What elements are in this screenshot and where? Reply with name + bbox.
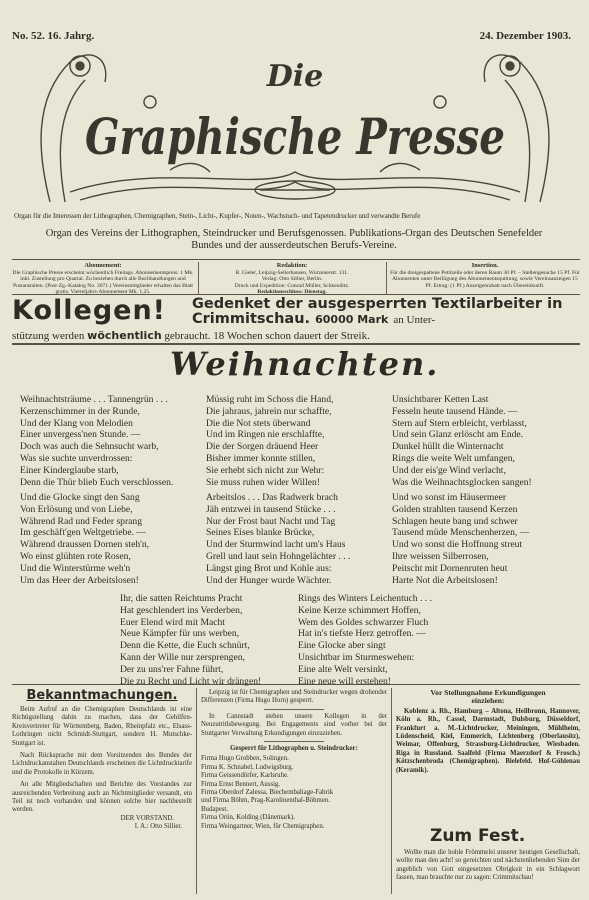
- poem-line: Und wo sonst im Häusermeer: [392, 492, 507, 503]
- appeal-gedenket-text: Gedenket der ausgesperrten Textilarbeiter in Crimmitschau.: [192, 296, 563, 327]
- appeal-rest-1: an Unter-: [393, 314, 436, 326]
- poem-line: Einer Kinderglaube starb,: [20, 464, 119, 476]
- poem-line: Eine alte Welt versinkt,: [298, 663, 388, 675]
- appeal-line2-c: gebraucht. 18 Wochen schon dauert der Streik.: [164, 330, 370, 342]
- bekannt-sign-1: DER VORSTAND.: [120, 814, 174, 822]
- poem-line: Nur der Frost baut Nacht und Tag: [206, 515, 336, 527]
- right-city-list: Koblenz a. Rh., Hamburg – Altona, Heilbronn, Hannover, Köln a. Rh., Cassel, Darmstadt, Dulsburg, Düsseldorf, Frankfurt a. M.-Lichtdrucker, Meiningen, Mühlheim, Lüdenscheid, Kiel, Emmerich, Lichtenberg (Oberlausitz), Weimar, Offenburg, Strassburg-Lichtdrucker, Wiesbaden. Riga in Russland. Saalfeld (Firma Maerzdorf & Frosch.) Kötzschenbroda (Chemigraphen). Bielefeld. Hof-Göhlenau (Keramik).: [396, 707, 580, 774]
- red-text-2: Verlag: Otto Sillier, Berlin.: [261, 276, 323, 283]
- poem-col4: [120, 593, 261, 687]
- poem-line: Die jahraus, jahrein nur schaffte,: [206, 405, 332, 417]
- bekannt-p1: Beim Aufruf an die Chemigraphen Deutschlands ist eine Richtigstellung dahin zu machen, dass der Gehilfen-Kreisvertreter für Württemberg, Baden, Rheinpfalz etc., Elsass-Lothringen nicht Schmidt-Stuttgart, sondern H. Mutschke-Stuttgart ist.: [12, 706, 192, 747]
- poem-line: Und sein Glanz erlöscht am Ende.: [392, 429, 524, 441]
- bekannt-p2: Nach Rücksprache mit dem Vorsitzenden des Bundes der Lichtdruckanstalten Deutschlands erscheinen die Lichtdrucktarife und die Protokolle in Kürzem.: [12, 752, 192, 776]
- poem-line: Tausend müde Menschenherzen, —: [392, 527, 530, 539]
- red-text-1: R. Gieler, Leipzig-Sellerhausen, Wurzenerstr. 131.: [235, 269, 349, 276]
- poem-line: Denn die Thür blieb Euch verschlossen.: [20, 476, 174, 488]
- poem-line: Hat in's tiefste Herz getroffen. —: [298, 628, 426, 640]
- poem-col1-stanza2: [20, 492, 149, 586]
- firm-item: Firma Geissendörfer, Karlsruhe.: [201, 772, 289, 780]
- poem-line: Weihnachtsträume . . . Tannengrün . . .: [20, 394, 168, 405]
- poem-line: Eine neue will erstehen!: [298, 675, 391, 687]
- poem-line: Ihr, die satten Reichtums Pracht: [120, 593, 243, 604]
- info-divider-1: [198, 262, 199, 294]
- poem-line: Während Rad und Feder sprang: [20, 515, 143, 527]
- poem-line: Hat geschlendert ins Verderben,: [120, 604, 243, 616]
- poem-line: Jäh entzwei in tausend Stücke . . .: [206, 503, 336, 515]
- masthead-title-die: Die: [266, 59, 324, 94]
- poem-line: Neue Kämpfer für uns werben,: [120, 628, 240, 640]
- poem-line: Seines Eises blanke Brücke,: [206, 527, 315, 539]
- organ-line-3-text: Bundes und der ausserdeutschen Berufs-Vereine.: [191, 240, 397, 251]
- poem-col3-stanza2: [392, 492, 529, 586]
- appeal-amount: 60000 Mark: [315, 313, 389, 326]
- info-divider-2: [386, 262, 387, 294]
- poem-line: Sie erhebt sich nicht zur Wehr:: [206, 464, 325, 476]
- bottom-divider-2: [391, 688, 392, 894]
- organ-line-2: [14, 228, 574, 252]
- firm-item: Firma Weingartner, Wien, für Chemigraphen.: [201, 822, 325, 830]
- issue-date: 24. Dezember 1903.: [479, 30, 571, 42]
- poem-line: Sie muss ruhen wider Willen!: [206, 476, 321, 488]
- middle-divider-a: [264, 709, 324, 710]
- poem-line: Kerzenschimmer in der Runde,: [20, 405, 140, 417]
- poem-col1-stanza1: [20, 394, 173, 488]
- art-nouveau-ornament: [10, 42, 580, 208]
- appeal-line2-a: stützung werden: [12, 330, 85, 342]
- poem-line: Um das Heer der Arbeitslosen!: [20, 574, 139, 586]
- poem-line: Rings des Winters Leichentuch . . .: [298, 593, 432, 604]
- right-title-1: Vor Stellungnahme Erkundigungen: [430, 688, 546, 697]
- appeal-line2-b: wöchentlich: [87, 329, 162, 342]
- rule-bottom: [12, 684, 580, 685]
- masthead: [10, 42, 580, 208]
- right-title-2: einziehen:: [471, 696, 505, 706]
- poem-line: Golden strahlten tausend Kerzen: [392, 503, 518, 515]
- bekannt-sign-2: I. A.: Otto Sillier.: [134, 823, 182, 831]
- firm-list: [201, 755, 387, 831]
- ins-text: Für die dreigespaltene Petitzeile oder deren Raum 30 Pf. – Stellengesuche 15 Pf. Für Abonnenten unter Beifügung des Abonnementsquittung, sowie Vereinsanzeigen 15 Pf. Ertrag: (1 Pf.) Anzeigenrabatt nach Übereinkunft.: [390, 269, 580, 289]
- poem-line: Und im Ringen nie erschlaffte,: [206, 429, 325, 441]
- poem-line: Und die Glocke singt den Sang: [20, 492, 140, 503]
- right-column: [396, 689, 580, 775]
- poem-line: Wo einst glühten rote Rosen,: [20, 550, 131, 562]
- organ-line-2-text: Organ des Vereins der Lithographen, Steindrucker und Berufsgenossen. Publikations-Organ des Deutschen Senefelder: [45, 228, 543, 239]
- bekanntmachungen: [12, 688, 192, 832]
- poem-line: Kann der Wille nur zersprengen,: [120, 651, 245, 663]
- poem-col5: [298, 593, 432, 687]
- poem-line: Während draussen Dornen steh'n,: [20, 539, 150, 551]
- poem-line: Unsichtbar im Sturmeswehen:: [298, 651, 415, 663]
- poem-line: Und der Klang von Melodien: [20, 417, 133, 429]
- poem-col3-stanza1: [392, 394, 532, 488]
- bottom-divider-1: [196, 688, 197, 894]
- firm-item: Firma Orün, Kolding (Dänemark).: [201, 814, 295, 822]
- poem-col2-stanza1: [206, 394, 333, 488]
- poem-title: Weihnachten.: [170, 345, 440, 383]
- poem-line: Die zu Recht und Licht wir drängen!: [120, 675, 262, 687]
- firm-item: Firma Ernst Bennert, Aussig.: [201, 780, 281, 788]
- poem-line: Unsichtbarer Ketten Last: [392, 394, 489, 405]
- poem-line: Von Erlösung und von Liebe,: [20, 503, 133, 515]
- poem-line: Was die Weihnachtsglocken sangen!: [392, 476, 532, 488]
- firm-item: Budapest.: [201, 805, 228, 813]
- poem-line: Längst ging Brot und Kohle aus:: [206, 562, 332, 574]
- poem-line: Doch was auch die Sehnsucht warb,: [20, 441, 159, 453]
- info-abonnement: [12, 263, 194, 296]
- poem-line: Rings die weite Welt umfangen,: [392, 452, 515, 464]
- poem-line: Harte Not die Arbeitslosen!: [392, 574, 498, 586]
- poem-line: Fesseln heute tausend Hände. —: [392, 405, 518, 417]
- poem-line: Arbeitslos . . . Das Radwerk brach: [206, 492, 338, 503]
- firm-item: und Firma Böhm, Prag-Karolinenthal-Böhmen.: [201, 797, 330, 805]
- poem-line: Grell und laut sein Hohngelächter . . .: [206, 550, 351, 562]
- poem-line: Im geschäft'gen Weltgetriebe. —: [20, 527, 146, 539]
- middle-p1: Leipzig ist für Chemigraphen und Steindrucker wegen drohender Differenzen (Firma Hugo Horn) gesperrt.: [201, 689, 387, 705]
- ins-title: Insertion.: [471, 262, 499, 269]
- red-text-3: Druck und Expedition: Conrad Müller, Schkeuditz.: [234, 282, 350, 289]
- poem-line: Und der Sturmwind lacht um's Haus: [206, 539, 346, 551]
- firm-item: Firma Oberdorf Zalessa, Biechembaliage-Fabrik: [201, 789, 334, 797]
- fest-body: [396, 849, 580, 883]
- poem-line: Müssig ruht im Schoss die Hand,: [206, 394, 334, 405]
- poem-line: Die der Sorgen dräuend Heer: [206, 441, 319, 453]
- poem-line: Denn die Kette, die Euch schnürt,: [120, 640, 250, 652]
- poem-line: Und der Hunger wurde Wächter.: [206, 574, 332, 586]
- abo-text: Die Graphische Presse erscheint wöchentlich Freitags. Abonnementspreis: 1 Mk. inkl. Zustellung pro Quartal. Zu beziehen durch alle Buchhandlungen und Postanstalten. (Post-Zg.-Katalog No. 3071.) Vereinsmitglieder erhalten das Blatt gratis. Vierteljahrs-Abonnement Mk. 1,25.: [12, 269, 194, 296]
- poem-line: Und der eis'ge Wind verlacht,: [392, 464, 506, 476]
- appeal-kollegen: Kollegen!: [12, 295, 166, 326]
- info-redaktion: [202, 263, 382, 296]
- bekannt-p3: An alle Mitgliedschaften und Berichte des Vorstandes zur ausreichenden Verbreitung auch an Nichtmitglieder versandt, ein Teil ist noch vorhanden und können solche hier nachbestellt werden.: [12, 781, 192, 814]
- poem-line: Einer unvergess'nen Stunde. —: [20, 429, 141, 441]
- organ-line-1: Organ für die Interessen der Lithographen, Chemigraphen, Stein-, Licht-, Kupfer-, Noten-, Wachstuch- und Tapetendrucker und verwandte Berufe: [14, 212, 421, 220]
- poem-line: Bisher immer konnte stillen,: [206, 452, 316, 464]
- fest-text: Wollte man die hohle Frömmelei unserer heutigen Gesellschaft, wollte man den acht! so gereichten und nächstenliebenden Sinn der angeblich von Gott eingesetzten Obrigkeit in ein Schlagwort fassen, man brauchte nur zu sagen: Crimmitschau!: [396, 849, 580, 882]
- middle-column: [201, 689, 387, 831]
- poem-line: Die die Not stets überwand: [206, 417, 311, 429]
- poem-line: Eine Glocke aber singt: [298, 640, 386, 652]
- masthead-title-main: Graphische Presse: [85, 107, 505, 166]
- poem-line: Schlagen heute bang und schwer: [392, 515, 518, 527]
- firm-item: Firma Hugo Grobben, Solingen.: [201, 755, 289, 763]
- poem-line: Was sie suchte unverdrossen:: [20, 452, 133, 464]
- red-title: Redaktion:: [276, 262, 308, 269]
- gesperrt-title: Gesperrt für Lithographen u. Steindrucker:: [230, 745, 358, 753]
- poem-line: Keine Kerze schimmert Hoffen,: [298, 604, 421, 616]
- appeal-gedenket: [192, 297, 582, 328]
- rule-top: [12, 259, 580, 260]
- poem-line: Peitscht mit Dornenruten heut: [392, 562, 508, 574]
- poem-line: Dunkel hüllt die Winternacht: [392, 441, 504, 453]
- abo-title: Abonnement:: [84, 262, 122, 269]
- poem-line: Und wo sonst die Hoffnung streut: [392, 539, 523, 551]
- middle-p2: In Cannstadt stehen unsere Kollegen in der Neuzutritlsbewegung. Bei Engagements sind vorher bei der Stuttgarter Verwaltung Erkundigungen einzuziehen.: [201, 712, 387, 737]
- poem-line: Wem des Goldes schwarzer Fluch: [298, 616, 429, 628]
- fest-title: Zum Fest.: [430, 826, 526, 846]
- poem-line: Und die Winterstürme weh'n: [20, 562, 131, 574]
- firm-item: Firma K. Schnabel, Ludwigsburg.: [201, 763, 294, 771]
- poem-line: Ihre weissen Silberrosen,: [392, 550, 489, 562]
- middle-divider-b: [264, 741, 324, 742]
- info-insertion: [390, 263, 580, 289]
- poem-col2-stanza2: [206, 492, 350, 586]
- poem-line: Der zu uns'rer Fahne führt,: [120, 663, 224, 675]
- poem-line: Stern auf Stern erbleicht, verblasst,: [392, 417, 527, 429]
- issue-number: No. 52. 16. Jahrg.: [12, 30, 95, 42]
- bekannt-title: Bekanntmachungen.: [26, 688, 178, 703]
- appeal-line-2: [12, 329, 370, 342]
- poem-line: Euer Elend wird mit Macht: [120, 616, 225, 628]
- bekannt-body: [12, 706, 192, 832]
- red-text-4: Redaktionsschluss: Dienstag.: [257, 289, 327, 296]
